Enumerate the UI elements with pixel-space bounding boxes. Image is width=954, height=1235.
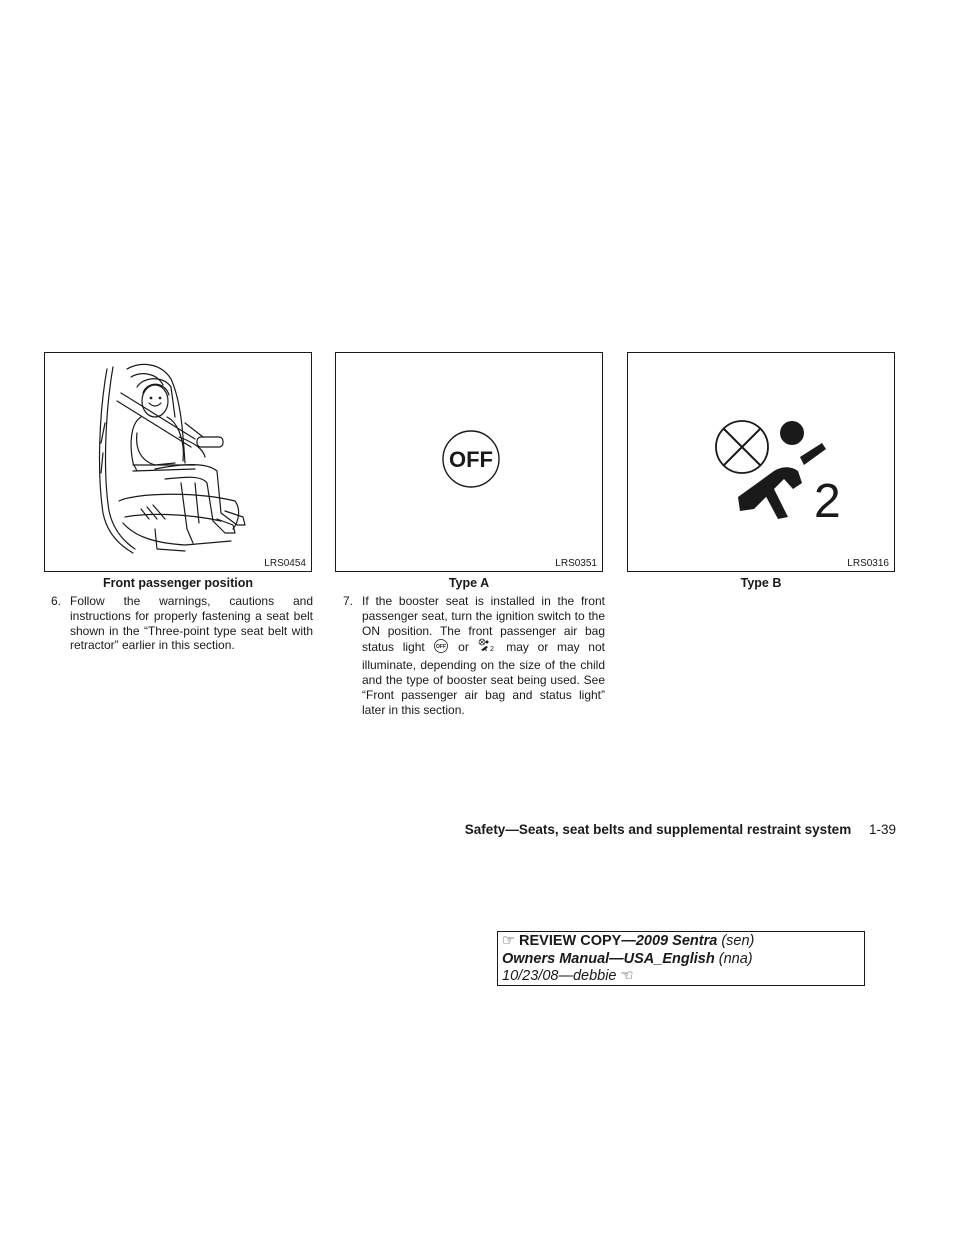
page-footer	[465, 822, 896, 837]
figure-front-passenger	[44, 352, 312, 572]
figure-type-a	[335, 352, 603, 572]
review-model-code: (sen)	[721, 933, 755, 949]
inline-airbag-icon-digit: 2	[489, 646, 494, 654]
figure-code: LRS0454	[264, 558, 306, 569]
review-date: 10/23/08—debbie	[502, 968, 617, 984]
step-number: 6.	[51, 594, 62, 608]
pointing-hand-left-icon: ☜	[620, 968, 634, 984]
step-text-after: may or may not illuminate, depending on the size of the child and the type of booster seat being used. See “Front passenger air bag and status light” later in this section.	[362, 640, 605, 717]
inline-off-icon-label: OFF	[436, 644, 447, 651]
pointing-hand-right-icon: ☞	[502, 933, 515, 949]
child-booster-seat-illustration	[45, 353, 313, 573]
step-text-mid: or	[458, 640, 469, 655]
section-title: Safety—Seats, seat belts and supplemental restraint system	[464, 822, 852, 837]
review-label: REVIEW COPY—	[519, 933, 636, 949]
review-line-1	[502, 933, 860, 951]
step-7	[343, 594, 605, 717]
off-icon-label: OFF	[449, 447, 493, 472]
figure-caption-type-b: Type B	[740, 576, 782, 590]
review-manual: Owners Manual—USA_English	[502, 950, 715, 967]
step-6	[51, 594, 313, 653]
airbag-icon-digit: 2	[814, 475, 841, 528]
off-status-light-icon	[336, 353, 604, 573]
figure-code: LRS0351	[555, 558, 597, 569]
step-text	[362, 594, 605, 717]
review-line-2	[502, 951, 860, 969]
step-number: 7.	[343, 594, 354, 608]
step-text-before: If the booster seat is installed in the front passenger seat, turn the ignition switch to the ON position. The front passenger air bag status light	[362, 594, 605, 655]
inline-off-icon	[433, 638, 449, 658]
step-text: Follow the warnings, cautions and instructions for properly fastening a seat belt shown in the “Three-point type seat belt with retractor” earlier in this section.	[70, 594, 313, 653]
figure-code: LRS0316	[847, 558, 889, 569]
page-number: 1-39	[868, 822, 896, 837]
review-copy-box	[497, 931, 865, 986]
figure-caption-front-passenger: Front passenger position	[102, 576, 253, 590]
review-model: 2009 Sentra	[635, 933, 718, 949]
airbag-off-status-light-icon	[628, 353, 896, 573]
review-manual-code: (nna)	[718, 950, 753, 967]
inline-airbag-icon	[478, 638, 498, 658]
review-line-3	[502, 968, 860, 986]
figure-caption-type-a: Type A	[448, 576, 490, 590]
figure-type-b	[627, 352, 895, 572]
